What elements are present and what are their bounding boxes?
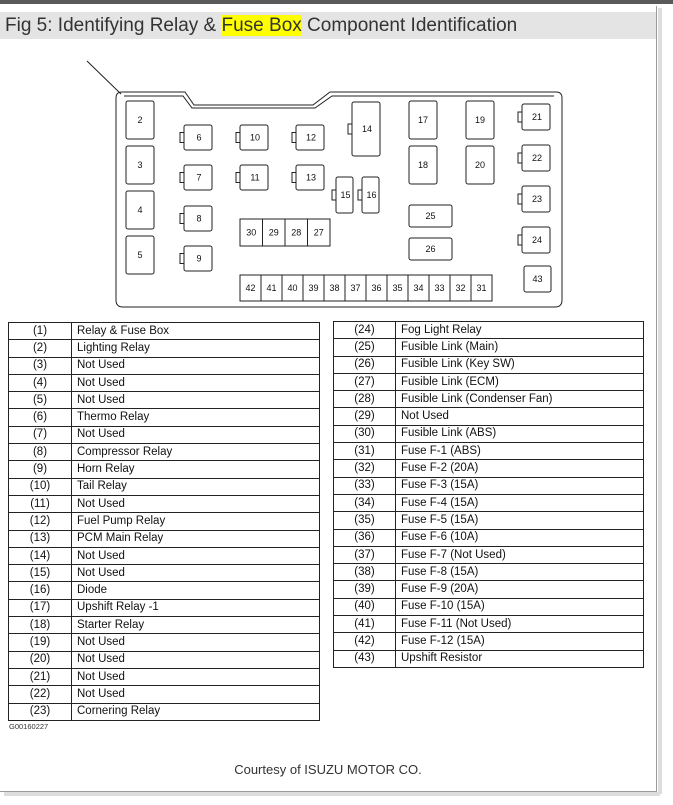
legend-number: (26) [334, 356, 396, 373]
fuse-label: 34 [413, 283, 424, 293]
legend-row [9, 651, 320, 668]
legend-number: (7) [9, 426, 72, 443]
legend-number: (36) [334, 529, 396, 546]
legend-description: Not Used [72, 686, 320, 703]
legend-description: Not Used [396, 408, 644, 425]
legend-description: Fuse F-2 (20A) [396, 460, 644, 477]
fuse-label: 36 [371, 283, 382, 293]
legend-number: (18) [9, 617, 72, 634]
legend-description: Fuse F-8 (15A) [396, 564, 644, 581]
fuse-label: 37 [350, 283, 361, 293]
legend-description: Not Used [72, 374, 320, 391]
legend-description: Fuse F-6 (10A) [396, 529, 644, 546]
fuse-label: 38 [329, 283, 340, 293]
legend-row [9, 426, 320, 443]
legend-row [9, 582, 320, 599]
legend-description: Lighting Relay [72, 340, 320, 357]
legend-row [334, 616, 644, 633]
legend-number: (21) [9, 668, 72, 685]
legend-row [334, 581, 644, 598]
legend-number: (9) [9, 461, 72, 478]
legend-description: Fuse F-3 (15A) [396, 477, 644, 494]
component-19 [466, 101, 494, 139]
component-16 [358, 177, 379, 213]
fuse-label: 33 [434, 283, 445, 293]
component-13 [292, 165, 324, 190]
legend-number: (19) [9, 634, 72, 651]
legend-row [334, 512, 644, 529]
legend-number: (38) [334, 564, 396, 581]
legend-row [9, 634, 320, 651]
legend-row [9, 392, 320, 409]
legend-description: Fuse F-11 (Not Used) [396, 616, 644, 633]
legend-description: Fuse F-7 (Not Used) [396, 546, 644, 563]
legend-description: Not Used [72, 392, 320, 409]
legend-number: (6) [9, 409, 72, 426]
legend-row [334, 494, 644, 511]
legend-description: Not Used [72, 634, 320, 651]
legend-description: Tail Relay [72, 478, 320, 495]
legend-row [334, 391, 644, 408]
component-label: 16 [366, 190, 377, 200]
component-11 [236, 165, 268, 190]
component-label: 19 [474, 115, 486, 125]
legend-description: Cornering Relay [72, 703, 320, 720]
legend-number: (15) [9, 565, 72, 582]
component-2 [126, 101, 154, 139]
legend-row [334, 408, 644, 425]
component-label: 12 [305, 132, 317, 143]
legend-row [9, 409, 320, 426]
title-prefix: Fig 5: Identifying Relay & [5, 15, 222, 36]
legend-description: Fusible Link (Key SW) [396, 356, 644, 373]
frame-shadow-bottom [4, 792, 660, 796]
legend-description: Fog Light Relay [396, 322, 644, 339]
legend-table-left [8, 322, 320, 721]
legend-number: (39) [334, 581, 396, 598]
legend-description: Relay & Fuse Box [72, 323, 320, 340]
fuse-label: 35 [392, 283, 403, 293]
legend-row [334, 460, 644, 477]
legend-row [334, 339, 644, 356]
component-21 [518, 104, 550, 130]
legend-number: (14) [9, 547, 72, 564]
legend-row [9, 547, 320, 564]
legend-number: (35) [334, 512, 396, 529]
component-label: 21 [531, 112, 543, 122]
legend-number: (30) [334, 425, 396, 442]
legend-description: Fuse F-12 (15A) [396, 633, 644, 650]
legend-description: Starter Relay [72, 617, 320, 634]
legend-row [334, 633, 644, 650]
fuse-label: 41 [266, 283, 277, 293]
component-label: 43 [532, 274, 543, 284]
legend-description: Fusible Link (Condenser Fan) [396, 391, 644, 408]
fuse-strip [240, 275, 492, 301]
legend-description: Not Used [72, 426, 320, 443]
fusible-link-label: 29 [268, 227, 279, 238]
legend-number: (8) [9, 444, 72, 461]
component-17 [409, 101, 437, 139]
legend-description: Not Used [72, 651, 320, 668]
legend-description: Fusible Link (Main) [396, 339, 644, 356]
legend-row [9, 530, 320, 547]
legend-number: (28) [334, 391, 396, 408]
legend-description: Upshift Relay -1 [72, 599, 320, 616]
legend-number: (41) [334, 616, 396, 633]
legend-description: Horn Relay [72, 461, 320, 478]
legend-row [9, 668, 320, 685]
legend-number: (11) [9, 495, 72, 512]
component-18 [409, 146, 437, 184]
courtesy-credit: Courtesy of ISUZU MOTOR CO. [234, 762, 422, 777]
legend-number: (3) [9, 357, 72, 374]
fuse-label: 39 [308, 283, 319, 293]
component-label: 26 [425, 244, 436, 254]
component-14 [348, 102, 380, 156]
legend-row [9, 495, 320, 512]
legend-row [9, 374, 320, 391]
legend-description: Fuel Pump Relay [72, 513, 320, 530]
component-label: 22 [531, 153, 543, 163]
component-22 [518, 145, 550, 171]
legend-number: (17) [9, 599, 72, 616]
legend-number: (43) [334, 650, 396, 667]
legend-row [9, 513, 320, 530]
component-12 [292, 125, 324, 150]
legend-description: Fusible Link (ABS) [396, 425, 644, 442]
legend-row [334, 529, 644, 546]
component-25 [409, 205, 452, 227]
legend-number: (29) [334, 408, 396, 425]
component-label: 10 [249, 132, 261, 143]
component-label: 6 [196, 132, 202, 143]
legend-number: (13) [9, 530, 72, 547]
figure-code: G00160227 [9, 722, 49, 731]
legend-number: (40) [334, 598, 396, 615]
component-label: 9 [196, 253, 202, 264]
component-label: 13 [305, 172, 317, 183]
legend-number: (31) [334, 443, 396, 460]
legend-description: Fuse F-4 (15A) [396, 494, 644, 511]
legend-number: (25) [334, 339, 396, 356]
legend-number: (33) [334, 477, 396, 494]
component-24 [518, 227, 550, 253]
legend-number: (10) [9, 478, 72, 495]
component-label: 25 [425, 211, 436, 221]
legend-row [9, 357, 320, 374]
fuse-label: 31 [476, 283, 487, 293]
component-23 [518, 186, 550, 212]
component-6 [180, 125, 212, 150]
legend-table-right [333, 321, 644, 668]
legend-row [9, 617, 320, 634]
legend-number: (23) [9, 703, 72, 720]
legend-row [334, 650, 644, 667]
legend-row [9, 599, 320, 616]
legend-row [9, 565, 320, 582]
legend-number: (32) [334, 460, 396, 477]
legend-number: (27) [334, 373, 396, 390]
component-26 [409, 238, 452, 260]
legend-row [334, 322, 644, 339]
fusible-link-label: 30 [246, 227, 257, 238]
fuse-box-diagram [0, 0, 673, 320]
legend-row [334, 373, 644, 390]
legend-number: (16) [9, 582, 72, 599]
fusible-link-label: 27 [313, 227, 324, 238]
legend-description: Not Used [72, 495, 320, 512]
legend-description: Thermo Relay [72, 409, 320, 426]
legend-row [9, 444, 320, 461]
component-15 [332, 177, 353, 213]
fusible-link-block [240, 219, 330, 246]
component-20 [466, 146, 494, 184]
component-label: 11 [250, 172, 260, 183]
legend-row [9, 478, 320, 495]
component-label: 18 [417, 160, 429, 170]
component-label: 5 [137, 250, 143, 260]
component-label: 8 [196, 213, 202, 224]
legend-row [334, 356, 644, 373]
component-10 [236, 125, 268, 150]
title-highlight: Fuse Box [221, 15, 302, 36]
legend-description: Not Used [72, 565, 320, 582]
legend-description: Fuse F-1 (ABS) [396, 443, 644, 460]
legend-number: (22) [9, 686, 72, 703]
legend-description: Not Used [72, 357, 320, 374]
fusible-link-label: 28 [291, 227, 302, 238]
legend-description: PCM Main Relay [72, 530, 320, 547]
legend-row [334, 425, 644, 442]
legend-description: Fusible Link (ECM) [396, 373, 644, 390]
legend-number: (34) [334, 494, 396, 511]
legend-description: Not Used [72, 668, 320, 685]
legend-description: Fuse F-9 (20A) [396, 581, 644, 598]
callout-leader-line [87, 61, 121, 94]
legend-number: (1) [9, 323, 72, 340]
legend-row [9, 703, 320, 720]
fuse-label: 32 [455, 283, 466, 293]
title-suffix: Component Identification [301, 15, 518, 36]
legend-row [334, 443, 644, 460]
legend-row [334, 477, 644, 494]
component-label: 4 [137, 205, 143, 215]
legend-number: (5) [9, 392, 72, 409]
legend-description: Compressor Relay [72, 444, 320, 461]
component-label: 2 [137, 115, 143, 125]
component-43 [524, 266, 551, 292]
component-5 [126, 236, 154, 274]
component-4 [126, 191, 154, 229]
component-label: 20 [474, 160, 486, 170]
legend-row [334, 598, 644, 615]
component-8 [180, 206, 212, 231]
legend-number: (24) [334, 322, 396, 339]
legend-description: Upshift Resistor [396, 650, 644, 667]
legend-row [9, 461, 320, 478]
fuse-label: 42 [245, 283, 256, 293]
fuse-label: 40 [287, 283, 298, 293]
legend-number: (42) [334, 633, 396, 650]
legend-number: (2) [9, 340, 72, 357]
component-label: 17 [417, 115, 429, 125]
legend-number: (4) [9, 374, 72, 391]
legend-row [9, 686, 320, 703]
component-label: 23 [531, 194, 543, 204]
legend-row [9, 323, 320, 340]
component-3 [126, 146, 154, 184]
legend-description: Not Used [72, 547, 320, 564]
legend-row [9, 340, 320, 357]
legend-description: Diode [72, 582, 320, 599]
legend-description: Fuse F-5 (15A) [396, 512, 644, 529]
component-7 [180, 165, 212, 190]
component-9 [180, 246, 212, 271]
legend-number: (12) [9, 513, 72, 530]
component-label: 3 [137, 160, 143, 170]
component-label: 24 [531, 235, 543, 245]
legend-number: (20) [9, 651, 72, 668]
legend-row [334, 564, 644, 581]
component-label: 14 [361, 124, 373, 134]
component-label: 7 [196, 172, 202, 183]
component-label: 15 [340, 190, 351, 200]
legend-row [334, 546, 644, 563]
legend-number: (37) [334, 546, 396, 563]
legend-description: Fuse F-10 (15A) [396, 598, 644, 615]
